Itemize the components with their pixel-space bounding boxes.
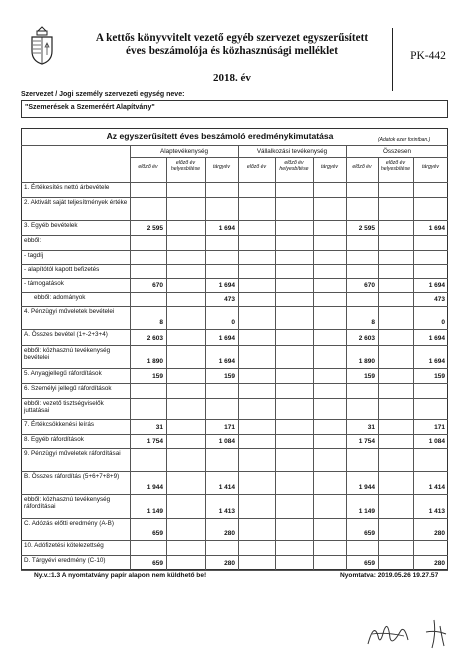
- row-label: 3. Egyéb bevételek: [24, 222, 78, 229]
- row-divider: [21, 292, 448, 293]
- row-divider: [21, 368, 448, 369]
- column-divider: [378, 157, 379, 570]
- cell-value: 1 890: [358, 358, 375, 365]
- cell-value: 0: [231, 319, 235, 326]
- cell-value: 1 944: [146, 484, 163, 491]
- cell-value: 159: [152, 373, 163, 380]
- cell-value: 473: [224, 296, 235, 303]
- group-header: Vállalkozási tevékenység: [256, 148, 328, 155]
- cell-value: 1 149: [358, 508, 375, 515]
- row-divider: [21, 197, 448, 198]
- form-title-line1: A kettős könyvvitelt vezető egyéb szervezet egyszerűsített: [95, 32, 369, 44]
- org-label: Szervezet / Jogi személy szervezeti egység neve:: [21, 91, 185, 98]
- row-divider: [21, 235, 448, 236]
- coat-of-arms-icon: [29, 25, 55, 65]
- column-subheader: előző év helyesbítése: [170, 160, 201, 172]
- group-header: Összesen: [383, 148, 411, 155]
- row-divider: [21, 494, 448, 495]
- column-divider: [166, 157, 167, 570]
- row-label: C. Adózás előtti eredmény (A-B): [24, 520, 114, 527]
- cell-value: 1 754: [146, 438, 163, 445]
- cell-value: 280: [224, 530, 235, 537]
- table-header-rule: [21, 145, 448, 146]
- group-header: Alaptevékenység: [160, 148, 208, 155]
- cell-value: 159: [224, 373, 235, 380]
- cell-value: 159: [364, 373, 375, 380]
- column-subheader: tárgyév: [421, 164, 439, 170]
- row-label: 7. Értékcsökkenési leírás: [24, 421, 94, 428]
- cell-value: 0: [441, 319, 445, 326]
- row-label: ebből: közhasznú tevékenység ráfordításai: [24, 496, 111, 511]
- row-label: 6. Személyi jellegű ráfordítások: [24, 385, 112, 392]
- cell-value: 659: [152, 530, 163, 537]
- row-divider: [21, 518, 448, 519]
- row-label: 5. Anyagjellegű ráfordítások: [24, 370, 102, 377]
- form-title: [82, 32, 382, 58]
- cell-value: 1 413: [428, 508, 445, 515]
- row-label: - támogatások: [24, 280, 64, 287]
- row-label: ebből: adományok: [34, 294, 86, 301]
- cell-value: 1 414: [428, 484, 445, 491]
- cell-value: 1 694: [428, 282, 445, 289]
- row-divider: [21, 540, 448, 541]
- cell-value: 1 694: [428, 335, 445, 342]
- unit-note: (Adatok ezer forintban.): [378, 137, 431, 143]
- row-divider: [21, 419, 448, 420]
- header-divider: [392, 28, 393, 91]
- row-divider: [21, 182, 448, 183]
- row-divider: [21, 555, 448, 556]
- signature-mark: [360, 612, 460, 652]
- column-subheader: előző év helyesbítése: [279, 160, 309, 172]
- row-label: B. Összes ráfordítás (5+6+7+8+9): [24, 473, 120, 480]
- row-label: D. Tárgyévi eredmény (C-10): [24, 557, 106, 564]
- cell-value: 659: [364, 530, 375, 537]
- cell-value: 1 890: [146, 358, 163, 365]
- column-subheader: előző év: [138, 164, 158, 170]
- row-divider: [21, 329, 448, 330]
- column-divider: [238, 157, 239, 570]
- row-label: 8. Egyéb ráfordítások: [24, 436, 84, 443]
- row-divider: [21, 264, 448, 265]
- row-label: A. Összes bevétel (1+-2+3+4): [24, 331, 108, 338]
- row-divider: [21, 383, 448, 384]
- row-divider: [21, 278, 448, 279]
- cell-value: 2 603: [146, 335, 163, 342]
- column-subheader: tárgyév: [320, 164, 338, 170]
- cell-value: 1 084: [218, 438, 235, 445]
- column-divider: [130, 145, 131, 570]
- cell-value: 280: [224, 560, 235, 567]
- cell-value: 1 694: [428, 358, 445, 365]
- column-divider: [413, 157, 414, 570]
- row-label: - tagdíj: [24, 252, 44, 259]
- column-subheader: előző év: [352, 164, 372, 170]
- cell-value: 670: [152, 282, 163, 289]
- row-label: 2. Aktivált saját teljesítmények értéke: [24, 199, 128, 206]
- group-header-rule: [130, 157, 448, 158]
- row-divider: [21, 398, 448, 399]
- table-title: Az egyszerűsített éves beszámoló eredménykimutatása: [106, 131, 334, 141]
- column-divider: [275, 157, 276, 570]
- cell-value: 1 694: [218, 225, 235, 232]
- cell-value: 1 149: [146, 508, 163, 515]
- cell-value: 171: [224, 424, 235, 431]
- column-divider: [313, 157, 314, 570]
- cell-value: 670: [364, 282, 375, 289]
- cell-value: 473: [434, 296, 445, 303]
- cell-value: 1 754: [358, 438, 375, 445]
- row-divider: [21, 250, 448, 251]
- row-label: ebből: vezető tisztségviselők juttatásai: [24, 400, 104, 415]
- cell-value: 2 595: [146, 225, 163, 232]
- row-label: 9. Pénzügyi műveletek ráfordításai: [24, 450, 121, 457]
- form-code: PK-442: [410, 50, 446, 62]
- cell-value: 8: [159, 319, 163, 326]
- cell-value: 280: [434, 560, 445, 567]
- cell-value: 2 603: [358, 335, 375, 342]
- version-note: Ny.v.:1.3 A nyomtatvány papír alapon nem küldhető be!: [34, 572, 207, 579]
- cell-value: 659: [364, 560, 375, 567]
- row-divider: [21, 345, 448, 346]
- form-title-line2: éves beszámolója és közhasznúsági melléklet: [126, 45, 338, 57]
- cell-value: 8: [371, 319, 375, 326]
- row-divider: [21, 570, 448, 571]
- cell-value: 1 694: [218, 282, 235, 289]
- cell-value: 1 694: [218, 335, 235, 342]
- row-divider: [21, 220, 448, 221]
- row-divider: [21, 471, 448, 472]
- row-divider: [21, 448, 448, 449]
- cell-value: 31: [367, 424, 375, 431]
- column-subheader: előző év: [246, 164, 267, 170]
- cell-value: 31: [155, 424, 163, 431]
- cell-value: 1 413: [218, 508, 235, 515]
- column-subheader: előző év helyesbítése: [380, 160, 411, 172]
- cell-value: 159: [434, 373, 445, 380]
- cell-value: 1 694: [218, 358, 235, 365]
- cell-value: 1 084: [428, 438, 445, 445]
- row-label: 1. Értékesítés nettó árbevétele: [24, 184, 110, 191]
- cell-value: 659: [152, 560, 163, 567]
- cell-value: 1 944: [358, 484, 375, 491]
- cell-value: 2 595: [358, 225, 375, 232]
- row-divider: [21, 434, 448, 435]
- row-label: ebből: közhasznú tevékenység bevételei: [24, 347, 111, 362]
- column-subheader: tárgyév: [212, 164, 230, 170]
- cell-value: 171: [434, 424, 445, 431]
- cell-value: 280: [434, 530, 445, 537]
- report-year: 2018. év: [213, 72, 251, 84]
- row-label: 10. Adófizetési kötelezettség: [24, 542, 104, 549]
- org-name: "Szemerések a Szemeréért Alapítvány": [25, 104, 155, 111]
- cell-value: 1 694: [428, 225, 445, 232]
- row-label: - alapítótól kapott befizetés: [24, 266, 100, 273]
- row-label: 4. Pénzügyi műveletek bevételei: [24, 308, 115, 315]
- print-timestamp: Nyomtatva: 2019.05.26 19.27.57: [340, 572, 439, 579]
- cell-value: 1 414: [218, 484, 235, 491]
- row-divider: [21, 306, 448, 307]
- row-label: ebből:: [24, 237, 42, 244]
